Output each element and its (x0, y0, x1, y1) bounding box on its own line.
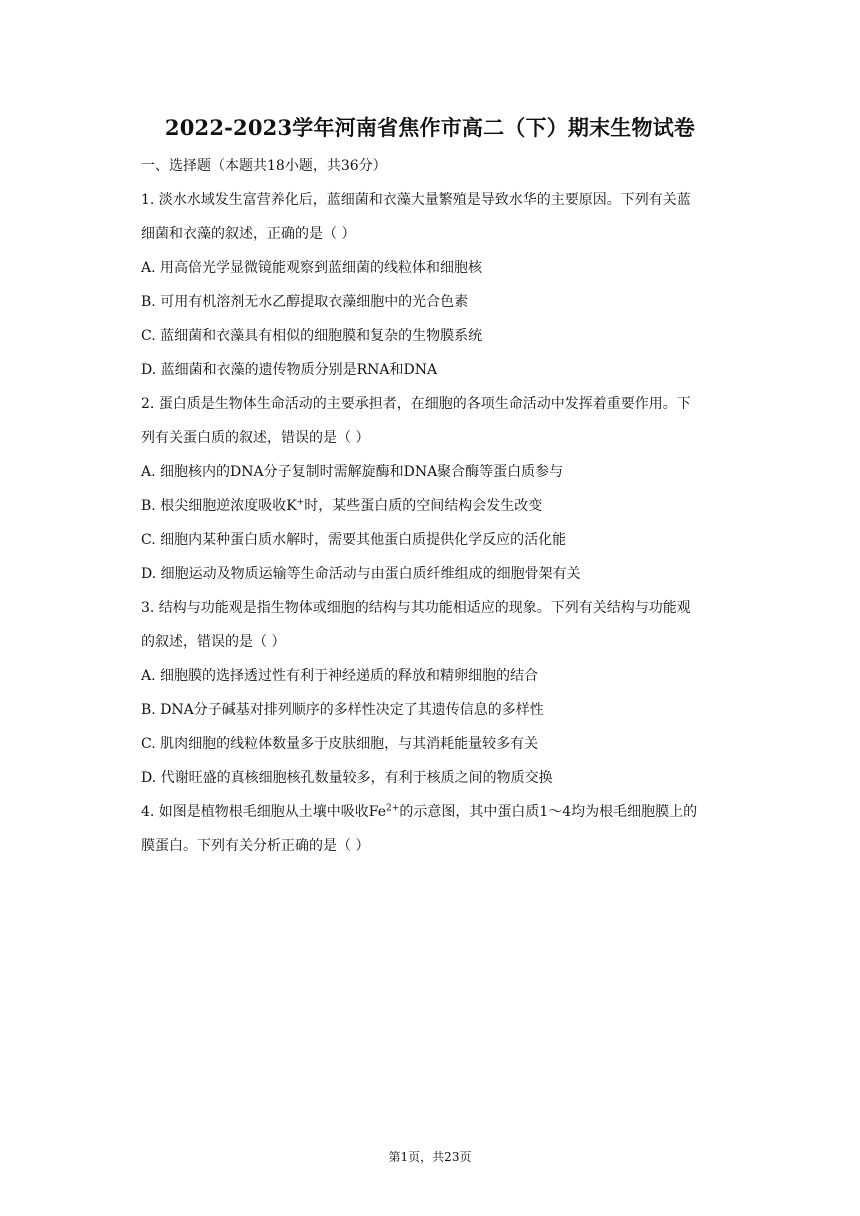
question-1-stem-line-1: 1. 淡水水域发生富营养化后，蓝细菌和衣藻大量繁殖是导致水华的主要原因。下列有关蓝 (141, 192, 691, 208)
question-2-option-d: D. 细胞运动及物质运输等生命活动与由蛋白质纤维组成的细胞骨架有关 (141, 566, 581, 582)
question-2-stem-line-2: 列有关蛋白质的叙述，错误的是（ ） (141, 430, 370, 446)
question-1-option-b: B. 可用有机溶剂无水乙醇提取衣藻细胞中的光合色素 (141, 294, 469, 310)
question-2-stem-line-1: 2. 蛋白质是生物体生命活动的主要承担者，在细胞的各项生命活动中发挥着重要作用。下 (141, 396, 691, 412)
question-3-option-b: B. DNA分子碱基对排列顺序的多样性决定了其遗传信息的多样性 (141, 702, 544, 718)
question-3-stem-line-1: 3. 结构与功能观是指生物体或细胞的结构与其功能相适应的现象。下列有关结构与功能观 (141, 600, 691, 616)
question-2-option-a: A. 细胞核内的DNA分子复制时需解旋酶和DNA聚合酶等蛋白质参与 (141, 464, 564, 480)
question-4-stem-line-1 (141, 802, 761, 822)
question-3-option-d: D. 代谢旺盛的真核细胞核孔数量较多，有利于核质之间的物质交换 (141, 770, 553, 786)
question-4-stem-text-start: 4. 如图是植物根毛细胞从土壤中吸收Fe (141, 804, 387, 820)
question-3-stem-line-2: 的叙述，错误的是（ ） (141, 634, 286, 650)
potassium-ion-superscript: + (296, 497, 305, 508)
exam-title: 2022-2023学年河南省焦作市高二（下）期末生物试卷 (164, 115, 696, 140)
question-2-option-b-text-end: 时，某些蛋白质的空间结构会发生改变 (304, 498, 543, 514)
question-1-option-d: D. 蓝细菌和衣藻的遗传物质分别是RNA和DNA (141, 362, 438, 378)
question-2-option-b (141, 496, 761, 516)
question-1-option-c: C. 蓝细菌和衣藻具有相似的细胞膜和复杂的生物膜系统 (141, 328, 483, 344)
question-2-option-b-text-start: B. 根尖细胞逆浓度吸收K (141, 498, 297, 514)
question-2-option-c: C. 细胞内某种蛋白质水解时，需要其他蛋白质提供化学反应的活化能 (141, 532, 567, 548)
question-1-stem-line-2: 细菌和衣藻的叙述，正确的是（ ） (141, 226, 356, 242)
page-number-footer: 第1页，共23页 (388, 1150, 472, 1164)
question-4-stem-line-2: 膜蛋白。下列有关分析正确的是（ ） (141, 838, 370, 854)
question-3-option-a: A. 细胞膜的选择透过性有利于神经递质的释放和精卵细胞的结合 (141, 668, 539, 684)
question-3-option-c: C. 肌肉细胞的线粒体数量多于皮肤细胞，与其消耗能量较多有关 (141, 736, 539, 752)
section-heading: 一、选择题（本题共18小题，共36分） (141, 158, 387, 174)
iron-ion-superscript: 2+ (386, 803, 400, 814)
question-4-stem-text-end: 的示意图，其中蛋白质1～4均为根毛细胞膜上的 (399, 804, 698, 820)
question-1-option-a: A. 用高倍光学显微镜能观察到蓝细菌的线粒体和细胞核 (141, 260, 483, 276)
